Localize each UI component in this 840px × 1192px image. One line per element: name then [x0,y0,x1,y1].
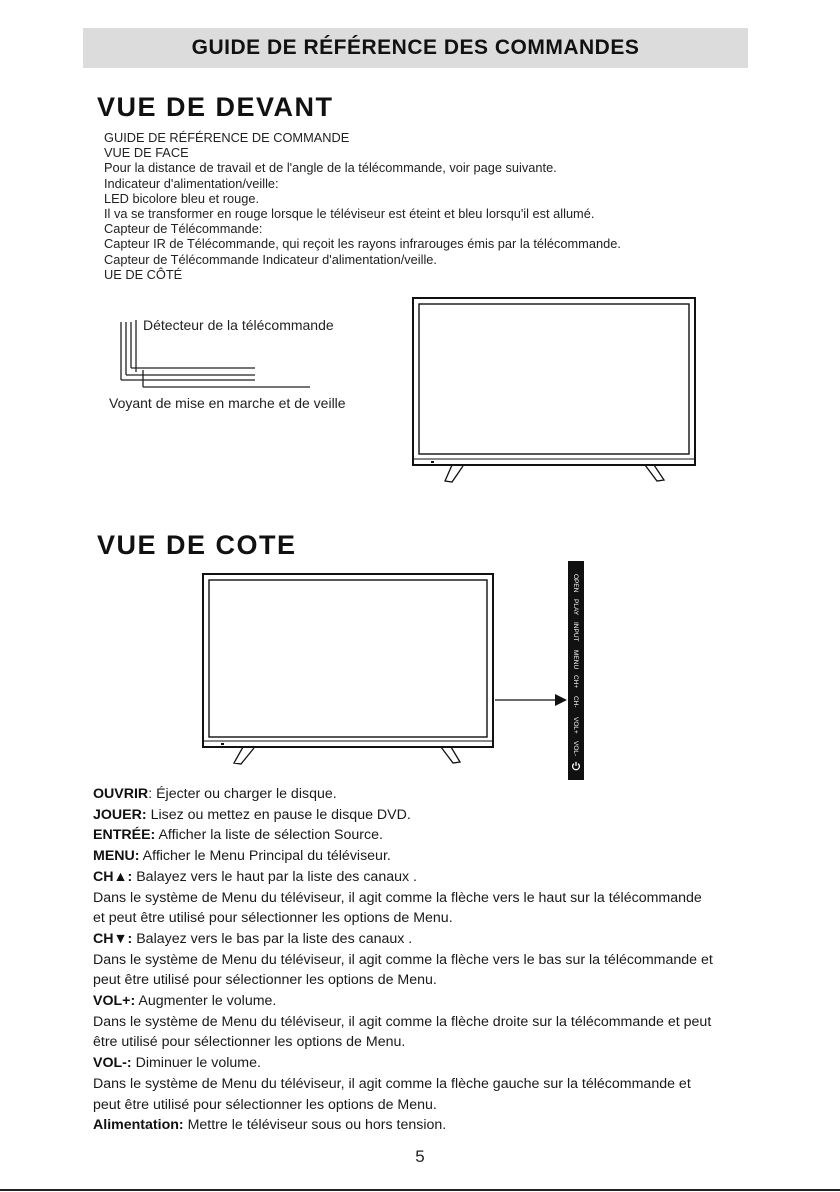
description-line: CH▼: Balayez vers le bas par la liste des canaux . [93,930,413,947]
front-line: Capteur de Télécommande: [104,221,263,237]
input-button-label: INPUT [572,622,579,642]
description-line: être utilisé pour sélectionner les options de Menu. [93,1034,406,1051]
description-line: et peut être utilisé pour sélectionner les options de Menu. [93,910,453,927]
description-line: Dans le système de Menu du téléviseur, il agit comme la flèche droite sur la télécommande et peut [93,1013,712,1030]
description-line: VOL+: Augmenter le volume. [93,993,277,1010]
page-title: GUIDE DE RÉFÉRENCE DES COMMANDES [191,36,640,59]
vol-up-button-label: VOL+ [572,717,579,734]
description-line: Dans le système de Menu du téléviseur, il agit comme la flèche vers le bas sur la télécommande et [93,951,713,968]
description-line: VOL-: Diminuer le volume. [93,1055,261,1072]
front-line: Indicateur d'alimentation/veille: [104,175,279,191]
description-line: OUVRIR: Éjecter ou charger le disque. [93,786,337,802]
front-line: Il va se transformer en rouge lorsque le téléviseur est éteint et bleu lorsqu'il est allumé. [104,206,595,222]
description-line: peut être utilisé pour sélectionner les options de Menu. [93,1096,437,1113]
bottom-rule [0,1189,840,1191]
front-line: Pour la distance de travail et de l'angle de la télécommande, voir page suivante. [104,160,557,176]
side-view-heading: VUE DE COTE [97,530,297,560]
power-icon [571,761,581,771]
power-led-callout: Voyant de mise en marche et de veille [109,395,346,411]
front-line: LED bicolore bleu et rouge. [104,190,260,206]
front-line: Capteur IR de Télécommande, qui reçoit les rayons infrarouges émis par la télécommande. [104,236,621,252]
page-number: 5 [415,1147,425,1166]
description-line: Alimentation: Mettre le téléviseur sous ou hors tension. [93,1117,447,1134]
description-line: ENTRÉE: Afficher la liste de sélection Source. [93,827,383,844]
menu-button-label: MENU [572,650,579,670]
remote-sensor-callout: Détecteur de la télécommande [143,317,334,333]
description-line: MENU: Afficher le Menu Principal du téléviseur. [93,848,391,865]
ch-down-button-label: CH- [572,696,579,708]
vol-down-button-label: VOL- [572,741,579,757]
front-view-heading: VUE DE DEVANT [97,92,334,122]
open-button-label: OPEN [572,574,579,593]
button-descriptions [93,784,713,1136]
description-line: Dans le système de Menu du téléviseur, il agit comme la flèche gauche sur la télécommande et [93,1075,691,1092]
front-line: Capteur de Télécommande Indicateur d'alimentation/veille. [104,251,437,267]
front-line: UE DE CÔTÉ [104,266,183,282]
ch-up-button-label: CH+ [572,675,579,689]
play-button-label: PLAY [572,599,579,616]
side-control-panel [568,561,584,780]
description-line: CH▲: Balayez vers le haut par la liste des canaux . [93,868,417,885]
description-line: Dans le système de Menu du téléviseur, il agit comme la flèche vers le haut sur la télécommande [93,889,702,906]
front-line: GUIDE DE RÉFÉRENCE DE COMMANDE [104,130,350,145]
description-line: peut être utilisé pour sélectionner les options de Menu. [93,972,437,989]
front-line: VUE DE FACE [104,145,189,161]
description-line: JOUER: Lisez ou mettez en pause le disque DVD. [93,806,411,823]
